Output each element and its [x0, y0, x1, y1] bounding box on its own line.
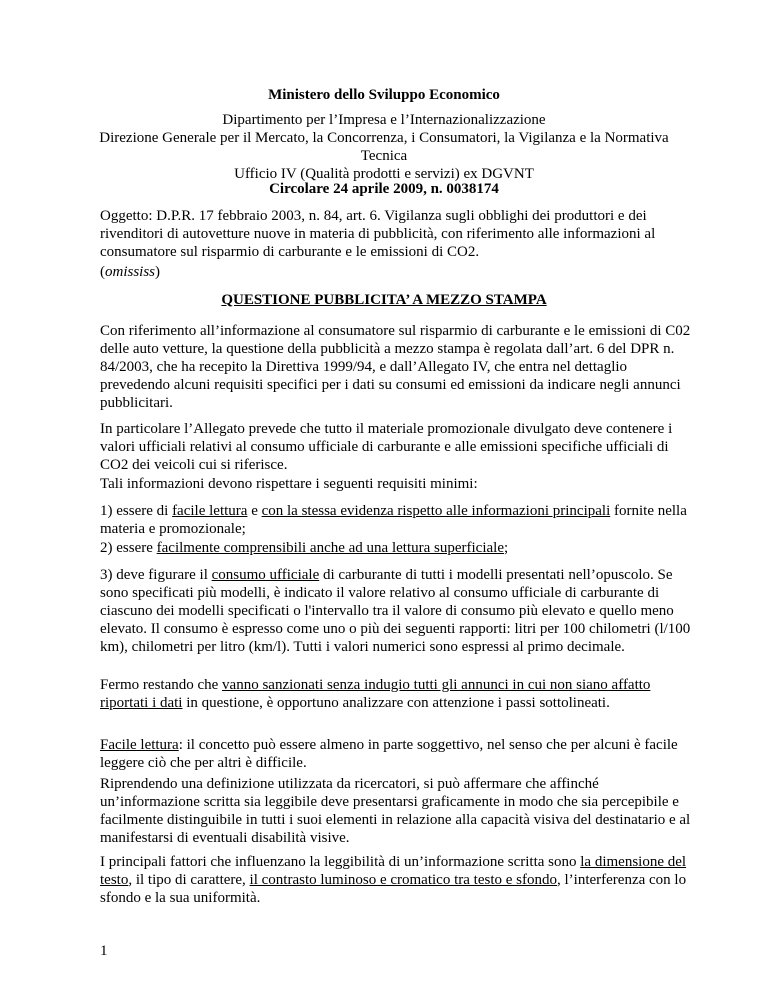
header-line-3: Tecnica	[360, 148, 408, 164]
paragraph-requisiti: Tali informazioni devono rispettare i seguenti requisiti minimi:	[100, 476, 478, 492]
text-run: e	[247, 503, 262, 519]
omissis-note	[100, 263, 700, 281]
page-number: 1	[100, 943, 108, 959]
ministry-title: Ministero dello Sviluppo Economico	[268, 87, 500, 103]
paragraph-intro: Con riferimento all’informazione al consumatore sul risparmio di carburante e le emissioni di C02 delle auto vetture, la questione della pubblicità a mezzo stampa è regolata dall’art. 6 del DPR n. 84/2003, che ha recepito la Direttiva 1999/94, e dall’Allegato IV, che entra nel dettaglio prevedendo alcuni requisiti specifici per i dati su consumi ed emissioni da indicare negli annunci pubblicitari.	[100, 323, 691, 411]
header-line-4: Ufficio IV (Qualità prodotti e servizi) ex DGVNT	[234, 166, 534, 182]
underlined-run: vanno sanzionati senza indugio tutti gli annunci in cui non siano affatto riportati i dati	[100, 677, 651, 711]
header-line-1: Dipartimento per l’Impresa e l’Internazionalizzazione	[222, 112, 546, 128]
paragraph-allegato: In particolare l’Allegato prevede che tutto il materiale promozionale divulgato deve contenere i valori ufficiali relativi al consumo ufficiale di carburante e alle emissioni specifiche ufficiali di CO2 dei veicoli cui si riferisce.	[100, 421, 673, 473]
underlined-run: con la stessa evidenza rispetto alle informazioni principali	[261, 503, 611, 519]
paragraph-facile-lettura	[100, 736, 700, 772]
text-run: in questione, è opportuno analizzare con attenzione i passi sottolineati.	[182, 695, 610, 711]
underlined-run: Facile lettura	[100, 737, 179, 753]
requirement-item-3	[100, 566, 700, 656]
paragraph-sanzioni	[100, 676, 700, 712]
text-run: 3) deve figurare il	[100, 567, 212, 583]
underlined-run: facile lettura	[172, 503, 248, 519]
circolare-title: Circolare 24 aprile 2009, n. 0038174	[269, 181, 499, 197]
omissis-word: omississ	[105, 264, 156, 280]
requirement-item-1	[100, 502, 700, 538]
text-run: 2) essere	[100, 540, 157, 556]
paragraph-fattori	[100, 853, 700, 907]
underlined-run: facilmente comprensibili anche ad una lettura superficiale	[156, 540, 504, 556]
text-run: Fermo restando che	[100, 677, 223, 693]
text-run: fornite nella materia e promozionale;	[100, 503, 687, 537]
text-run: I principali fattori che influenzano la leggibilità di un’informazione scritta sono	[100, 854, 581, 870]
text-run: ;	[503, 540, 509, 556]
underlined-run: il contrasto luminoso e cromatico tra testo e sfondo	[249, 872, 557, 888]
underlined-run: consumo ufficiale	[211, 567, 320, 583]
text-run: 1) essere di	[100, 503, 173, 519]
omissis-open: (	[100, 264, 105, 280]
omissis-close: )	[155, 264, 161, 280]
text-run: : il concetto può essere almeno in parte soggettivo, nel senso che per alcuni è facile leggere ciò che per altri è difficile.	[100, 737, 678, 771]
text-run: , l’interferenza con lo sfondo e la sua uniformità.	[100, 872, 687, 906]
underlined-run: la dimensione del testo	[100, 854, 687, 888]
text-run: , il tipo di carattere,	[128, 872, 250, 888]
paragraph-definizione: Riprendendo una definizione utilizzata da ricercatori, si può affermare che affinché un’informazione scritta sia leggibile deve presentarsi graficamente in modo che sia percepibile e facilmente distinguibile in tutti i suoi elementi in relazione alla capacità visiva del destinatario e al manifestarsi di eventuali disabilità visive.	[100, 776, 691, 846]
text-run: di carburante di tutti i modelli presentati nell’opuscolo. Se sono specificati più modelli, è indicato il valore relativo al consumo ufficiale di carburante di ciascuno dei modelli specificati o l'intervallo tra il valore di consumo più elevato e quello meno elevato. Il consumo è espresso come uno o più dei seguenti rapporti: litri per 100 chilometri (l/100 km), chilometri per litro (km/l). Tutti i valori numerici sono espressi al primo decimale.	[100, 567, 691, 655]
section-title: QUESTIONE PUBBLICITA’ A MEZZO STAMPA	[221, 292, 547, 308]
department-header	[60, 111, 708, 183]
oggetto-paragraph: Oggetto: D.P.R. 17 febbraio 2003, n. 84, art. 6. Vigilanza sugli obblighi dei produttori e dei rivenditori di autovetture nuove in materia di pubblicità, con riferimento alle informazioni al consumatore sul risparmio di carburante e le emissioni di CO2.	[100, 208, 656, 260]
header-line-2: Direzione Generale per il Mercato, la Concorrenza, i Consumatori, la Vigilanza e la Normativa	[99, 130, 669, 146]
requirement-item-2	[100, 539, 700, 557]
